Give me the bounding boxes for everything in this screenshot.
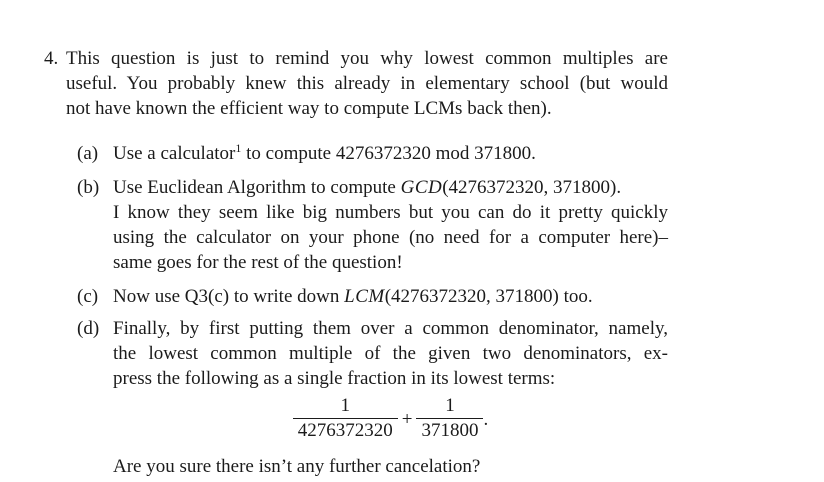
intro-line: useful. You probably knew this already in elementary school (but would <box>66 73 668 94</box>
fraction-2-numerator: 1 <box>445 395 455 416</box>
part-d-line: press the following as a single fraction in its lowest terms: <box>113 368 556 389</box>
fraction-1 <box>293 394 398 443</box>
fraction-expression <box>113 396 668 445</box>
part-a-label: (a) <box>77 143 99 164</box>
footnote-marker: 1 <box>235 141 242 155</box>
part-c <box>66 284 668 309</box>
gcd-math-function: GCD <box>400 177 443 198</box>
part-d-label: (d) <box>77 318 100 339</box>
part-d-line: the lowest common multiple of the given two denominators, ex- <box>113 343 668 364</box>
fraction-2-denominator: 371800 <box>416 418 483 443</box>
part-b-line1-pre: Use Euclidean Algorithm to compute <box>113 177 401 198</box>
part-d-closing-question: Are you sure there isn’t any further cancelation? <box>113 456 481 477</box>
part-a-text <box>113 141 668 166</box>
part-b-note-line: using the calculator on your phone (no need for a computer here)– <box>113 227 668 248</box>
part-a-text-post: to compute 4276372320 mod 371800. <box>241 143 536 164</box>
part-d <box>66 316 668 479</box>
intro-line: not have known the efficient way to compute LCMs back then). <box>66 98 552 119</box>
part-b-note-line: I know they seem like big numbers but you can do it pretty quickly <box>113 202 668 223</box>
part-b-label: (b) <box>77 177 100 198</box>
part-a-text-pre: Use a calculator <box>113 143 236 164</box>
part-c-text-pre: Now use Q3(c) to write down <box>113 286 345 307</box>
lcm-math-function: LCM <box>344 286 385 307</box>
problem-intro <box>66 46 668 121</box>
part-a <box>66 141 668 166</box>
part-b-note-line: same goes for the rest of the question! <box>113 252 403 273</box>
part-d-line: Finally, by first putting them over a common denominator, namely, <box>113 318 668 339</box>
part-c-label: (c) <box>77 286 99 307</box>
fraction-1-numerator: 1 <box>340 395 351 416</box>
problem-document <box>44 46 668 479</box>
fraction-2 <box>416 394 483 443</box>
part-c-text <box>113 284 668 309</box>
problem-item-4 <box>44 46 668 479</box>
intro-line: This question is just to remind you why lowest common multiples are <box>66 48 668 69</box>
part-c-text-post: (4276372320, 371800) too. <box>384 286 593 307</box>
part-b-line1 <box>113 175 668 200</box>
part-b-line1-post: (4276372320, 371800). <box>442 177 622 198</box>
plus-operator: + <box>401 408 413 430</box>
expression-period: . <box>483 408 489 430</box>
problem-number: 4. <box>44 48 59 69</box>
fraction-1-denominator: 4276372320 <box>293 418 398 443</box>
part-b <box>66 175 668 275</box>
